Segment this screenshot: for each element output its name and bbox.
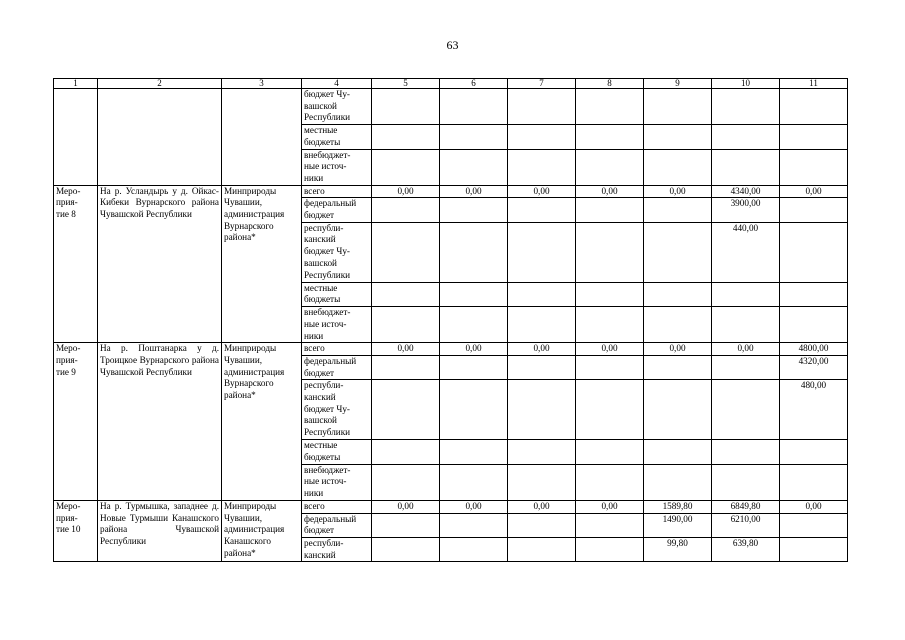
value-cell [644,307,712,343]
value-cell: 0,00 [644,185,712,198]
measure-description: На р. Поштанарка у д. Троицкое Вурнарского района Чувашской Республики [98,343,222,501]
value-cell: 0,00 [508,500,576,513]
value-cell [440,89,508,125]
column-header-10: 10 [712,79,780,89]
value-cell [712,125,780,149]
column-header-7: 7 [508,79,576,89]
value-cell: 1490,00 [644,513,712,537]
value-cell: 0,00 [372,343,440,356]
value-cell [372,513,440,537]
funding-source: республи- канский бюджет Чу- вашской Республики [302,380,372,440]
value-cell: 0,00 [372,500,440,513]
value-cell [372,440,440,464]
funding-source: всего [302,185,372,198]
funding-source: всего [302,343,372,356]
value-cell [780,125,848,149]
value-cell [644,149,712,185]
value-cell [780,149,848,185]
measure-label: Меро- прия- тие 8 [54,185,98,343]
value-cell: 639,80 [712,537,780,561]
value-cell: 6849,80 [712,500,780,513]
column-header-3: 3 [222,79,302,89]
value-cell: 0,00 [440,185,508,198]
value-cell: 0,00 [372,185,440,198]
value-cell [576,149,644,185]
column-header-11: 11 [780,79,848,89]
value-cell [440,440,508,464]
value-cell [372,149,440,185]
value-cell [576,440,644,464]
value-cell: 0,00 [576,500,644,513]
measure-description: На р. Усландырь у д. Ойкас-Кибеки Вурнарского района Чувашской Республики [98,185,222,343]
value-cell [440,464,508,500]
value-cell [440,513,508,537]
funding-source: внебюджет- ные источ- ники [302,149,372,185]
value-cell [644,125,712,149]
value-cell [644,198,712,222]
funding-source: местные бюджеты [302,440,372,464]
column-header-2: 2 [98,79,222,89]
value-cell [508,380,576,440]
value-cell [440,198,508,222]
value-cell [644,355,712,379]
value-cell [440,307,508,343]
value-cell: 0,00 [440,343,508,356]
funding-source: республи- канский [302,537,372,561]
value-cell [780,282,848,306]
value-cell: 440,00 [712,222,780,282]
value-cell [508,464,576,500]
value-cell [508,125,576,149]
value-cell [644,89,712,125]
value-cell: 0,00 [440,500,508,513]
value-cell [644,440,712,464]
column-header-6: 6 [440,79,508,89]
value-cell [712,149,780,185]
value-cell [508,222,576,282]
value-cell [780,537,848,561]
measure-label: Меро- прия- тие 10 [54,500,98,562]
value-cell [780,222,848,282]
value-cell [576,355,644,379]
value-cell [372,307,440,343]
funding-source: федеральный бюджет [302,355,372,379]
value-cell: 0,00 [644,343,712,356]
funding-source: республи- канский бюджет Чу- вашской Республики [302,222,372,282]
value-cell [372,537,440,561]
measure-executor: Минприроды Чувашии, администрация Вурнарского района* [222,343,302,501]
value-cell: 4800,00 [780,343,848,356]
column-header-4: 4 [302,79,372,89]
value-cell [780,513,848,537]
measure-label: Меро- прия- тие 9 [54,343,98,501]
column-header-5: 5 [372,79,440,89]
empty-cell [98,89,222,186]
funding-source: местные бюджеты [302,282,372,306]
value-cell: 0,00 [780,185,848,198]
value-cell [440,125,508,149]
value-cell [576,125,644,149]
value-cell [576,198,644,222]
column-header-8: 8 [576,79,644,89]
header-row [54,79,848,89]
value-cell: 0,00 [576,185,644,198]
value-cell [576,464,644,500]
value-cell [372,355,440,379]
value-cell: 0,00 [508,343,576,356]
value-cell [780,198,848,222]
value-cell [440,149,508,185]
value-cell [440,537,508,561]
measure-executor: Минприроды Чувашии, администрация Вурнарского района* [222,185,302,343]
empty-cell [222,89,302,186]
funding-source: местные бюджеты [302,125,372,149]
value-cell [372,222,440,282]
measure-description: На р. Турмышка, западнее д. Новые Турмыши Канашского района Чувашской Республики [98,500,222,562]
funding-source: внебюджет- ные источ- ники [302,307,372,343]
value-cell [372,282,440,306]
value-cell [372,198,440,222]
value-cell [712,307,780,343]
value-cell [372,464,440,500]
value-cell [712,355,780,379]
value-cell [372,125,440,149]
value-cell [508,513,576,537]
funding-source: всего [302,500,372,513]
value-cell [440,222,508,282]
value-cell [508,307,576,343]
value-cell: 99,80 [644,537,712,561]
table-row [54,89,848,125]
table-row [54,185,848,198]
column-header-1: 1 [54,79,98,89]
value-cell [712,464,780,500]
value-cell [440,282,508,306]
value-cell [712,440,780,464]
value-cell [644,464,712,500]
value-cell: 6210,00 [712,513,780,537]
value-cell: 0,00 [712,343,780,356]
value-cell: 0,00 [508,185,576,198]
budget-table [53,78,848,562]
value-cell [712,282,780,306]
value-cell [508,537,576,561]
value-cell [576,307,644,343]
value-cell: 3900,00 [712,198,780,222]
value-cell [440,380,508,440]
empty-cell [54,89,98,186]
value-cell: 4320,00 [780,355,848,379]
value-cell [576,89,644,125]
value-cell [372,89,440,125]
funding-source: внебюджет- ные источ- ники [302,464,372,500]
value-cell [508,282,576,306]
value-cell [372,380,440,440]
value-cell [508,440,576,464]
funding-source: бюджет Чу- вашской Республики [302,89,372,125]
value-cell: 0,00 [576,343,644,356]
value-cell [576,222,644,282]
page-number: 63 [446,38,459,52]
value-cell [780,307,848,343]
table-row [54,343,848,356]
table-row [54,500,848,513]
value-cell [644,380,712,440]
value-cell [508,89,576,125]
value-cell [712,89,780,125]
value-cell [440,355,508,379]
value-cell: 1589,80 [644,500,712,513]
column-header-9: 9 [644,79,712,89]
funding-source: федеральный бюджет [302,198,372,222]
value-cell [644,282,712,306]
value-cell [576,380,644,440]
value-cell: 480,00 [780,380,848,440]
value-cell [780,440,848,464]
value-cell [780,464,848,500]
value-cell [508,149,576,185]
value-cell [508,198,576,222]
value-cell [780,89,848,125]
measure-executor: Минприроды Чувашии, администрация Канашского района* [222,500,302,562]
value-cell: 4340,00 [712,185,780,198]
funding-source: федеральный бюджет [302,513,372,537]
value-cell [644,222,712,282]
value-cell [576,282,644,306]
value-cell: 0,00 [780,500,848,513]
value-cell [576,537,644,561]
value-cell [712,380,780,440]
value-cell [508,355,576,379]
value-cell [576,513,644,537]
